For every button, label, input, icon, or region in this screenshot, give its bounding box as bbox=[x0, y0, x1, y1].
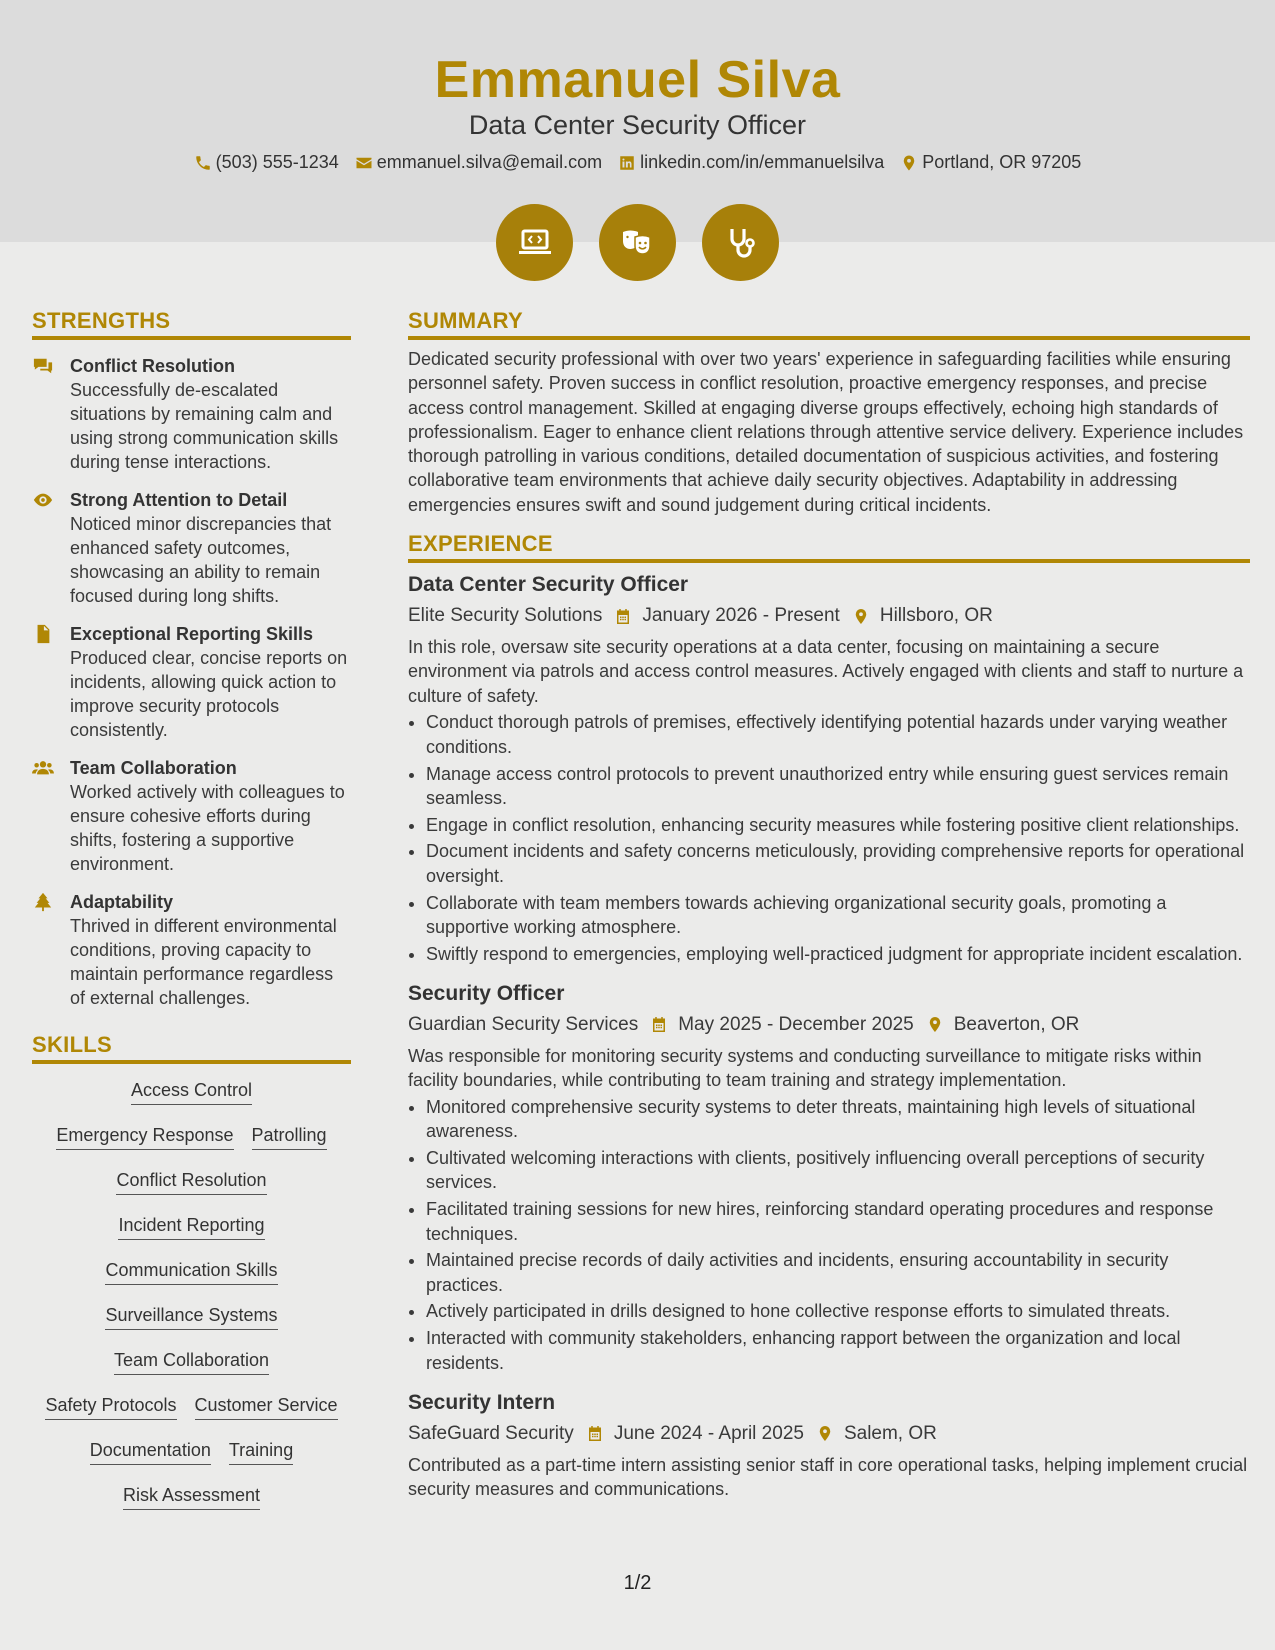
laptop-code-icon bbox=[515, 223, 555, 263]
job-dates: June 2024 - April 2025 bbox=[613, 1422, 804, 1444]
calendar-icon bbox=[614, 607, 632, 626]
skill-tag: Patrolling bbox=[252, 1123, 327, 1150]
comments-icon bbox=[32, 356, 54, 376]
candidate-name: Emmanuel Silva bbox=[434, 51, 841, 109]
job-meta bbox=[408, 1012, 1250, 1038]
skill-tag: Conflict Resolution bbox=[116, 1168, 266, 1195]
stethoscope-icon bbox=[721, 223, 761, 263]
job-dates: January 2026 - Present bbox=[642, 605, 840, 627]
strength-title: Conflict Resolution bbox=[70, 356, 235, 376]
contact-phone[interactable] bbox=[194, 152, 339, 173]
skill-tag: Team Collaboration bbox=[114, 1348, 269, 1375]
job-bullet: • Facilitated training sessions for new hires, reinforcing standard operating procedures and response techniques. bbox=[426, 1197, 1250, 1246]
phone-text: (503) 555-1234 bbox=[215, 152, 339, 172]
strength-text: Thrived in different environmental conditions, proving capacity to maintain performance regardless of external challenges. bbox=[70, 916, 337, 1008]
linkedin-text: linkedin.com/in/emmanuelsilva bbox=[640, 152, 885, 172]
job-bullets bbox=[408, 710, 1250, 965]
job-company: Guardian Security Services bbox=[408, 1013, 639, 1035]
job-bullet: • Monitored comprehensive security systems to deter threats, maintaining high levels of situational awareness. bbox=[426, 1095, 1250, 1144]
skill-tag: Access Control bbox=[131, 1078, 252, 1105]
job-title: Security Officer bbox=[408, 981, 565, 1005]
map-pin-icon bbox=[816, 1424, 834, 1443]
skill-tag: Incident Reporting bbox=[118, 1213, 264, 1240]
job-dates: May 2025 - December 2025 bbox=[678, 1013, 914, 1035]
contact-linkedin[interactable] bbox=[618, 152, 884, 173]
strength-title: Strong Attention to Detail bbox=[70, 490, 288, 510]
job-location: Beaverton, OR bbox=[953, 1013, 1080, 1035]
job-location: Salem, OR bbox=[843, 1422, 937, 1444]
job-bullet: • Document incidents and safety concerns meticulously, providing comprehensive reports for operational oversight. bbox=[426, 839, 1250, 888]
linkedin-icon bbox=[618, 154, 636, 172]
job-company: SafeGuard Security bbox=[408, 1422, 574, 1444]
skills-list bbox=[32, 1078, 351, 1528]
skill-tag: Surveillance Systems bbox=[105, 1303, 277, 1330]
job-bullet: • Manage access control protocols to prevent unauthorized entry while ensuring guest services remain seamless. bbox=[426, 762, 1250, 811]
strength-text: Produced clear, concise reports on incidents, allowing quick action to improve security protocols consistently. bbox=[70, 648, 348, 740]
contact-location bbox=[900, 152, 1081, 173]
strength-item bbox=[32, 354, 351, 474]
job-bullet: • Conduct thorough patrols of premises, effectively identifying potential hazards under varying weather conditions. bbox=[426, 710, 1250, 759]
map-pin-icon bbox=[926, 1015, 944, 1034]
page-number: 1/2 bbox=[623, 1572, 652, 1594]
skill-tag: Documentation bbox=[90, 1438, 211, 1465]
job-location: Hillsboro, OR bbox=[879, 605, 993, 627]
envelope-icon bbox=[355, 154, 373, 172]
job-entry bbox=[408, 980, 1250, 1375]
strength-title: Adaptability bbox=[70, 892, 174, 912]
contact-bar bbox=[0, 152, 1275, 173]
skill-tag: Communication Skills bbox=[105, 1258, 277, 1285]
eye-icon bbox=[32, 490, 54, 510]
email-text: emmanuel.silva@email.com bbox=[376, 152, 603, 172]
calendar-icon bbox=[586, 1424, 604, 1443]
experience-heading: EXPERIENCE bbox=[408, 531, 1250, 563]
skill-tag: Safety Protocols bbox=[45, 1393, 176, 1420]
job-description: Contributed as a part-time intern assisting senior staff in core operational tasks, helping implement crucial security measures and communications. bbox=[408, 1454, 1248, 1500]
badge-masks bbox=[599, 204, 676, 281]
job-description: Was responsible for monitoring security systems and conducting surveillance to mitigate risks within facility boundaries, while contributing to team training and strategy implementation. bbox=[408, 1045, 1202, 1091]
interest-badges bbox=[0, 204, 1275, 281]
badge-laptop bbox=[496, 204, 573, 281]
left-column bbox=[32, 308, 351, 1528]
job-bullet: • Collaborate with team members towards achieving organizational security goals, promoting a supportive working atmosphere. bbox=[426, 891, 1250, 940]
theater-masks-icon bbox=[618, 223, 658, 263]
summary-text: Dedicated security professional with over two years' experience in safeguarding facilities while ensuring personnel safety. Proven success in conflict resolution, proactive emergency responses, and precise access control management. Skilled at engaging diverse groups effectively, echoing high standards of professionalism. Eager to enhance client relations through attentive service delivery. Experience includes thorough patrolling in various conditions, detailed documentation of suspicious activities, and fostering collaborative team environments that achieve daily security objectives. Adaptability in addressing emergencies ensures swift and sound judgement during critical incidents. bbox=[408, 349, 1244, 515]
phone-icon bbox=[194, 154, 212, 172]
strength-item bbox=[32, 756, 351, 876]
strengths-heading: STRENGTHS bbox=[32, 308, 351, 340]
strength-item bbox=[32, 622, 351, 742]
strength-item bbox=[32, 488, 351, 608]
job-entry bbox=[408, 571, 1250, 966]
job-meta bbox=[408, 603, 1250, 629]
map-pin-icon bbox=[900, 154, 918, 172]
strength-text: Noticed minor discrepancies that enhanced safety outcomes, showcasing an ability to remain focused during long shifts. bbox=[70, 514, 332, 606]
job-bullets bbox=[408, 1095, 1250, 1375]
skill-tag: Emergency Response bbox=[56, 1123, 233, 1150]
job-title: Data Center Security Officer bbox=[408, 573, 689, 597]
skills-heading: SKILLS bbox=[32, 1032, 351, 1064]
job-bullet: • Swiftly respond to emergencies, employing well-practiced judgment for appropriate incident escalation. bbox=[426, 942, 1250, 966]
job-entry bbox=[408, 1389, 1250, 1502]
strength-title: Exceptional Reporting Skills bbox=[70, 624, 314, 644]
badge-stethoscope bbox=[702, 204, 779, 281]
contact-email[interactable] bbox=[355, 152, 602, 173]
job-bullet: • Engage in conflict resolution, enhancing security measures while fostering positive client relationships. bbox=[426, 813, 1250, 837]
job-description: In this role, oversaw site security operations at a data center, focusing on maintaining a secure environment via patrols and access control measures. Actively engaged with clients and staff to nurture a culture of safety. bbox=[408, 637, 1244, 706]
job-bullet: • Interacted with community stakeholders, enhancing rapport between the organization and local residents. bbox=[426, 1326, 1250, 1375]
users-icon bbox=[32, 758, 54, 778]
skill-tag: Risk Assessment bbox=[123, 1483, 260, 1510]
strength-title: Team Collaboration bbox=[70, 758, 237, 778]
strength-text: Worked actively with colleagues to ensure cohesive efforts during shifts, fostering a supportive environment. bbox=[70, 782, 345, 874]
job-title: Security Intern bbox=[408, 1390, 556, 1414]
map-pin-icon bbox=[852, 607, 870, 626]
skill-tag: Training bbox=[229, 1438, 293, 1465]
tree-icon bbox=[32, 892, 54, 912]
strength-item bbox=[32, 890, 351, 1010]
skill-tag: Customer Service bbox=[195, 1393, 338, 1420]
strength-text: Successfully de-escalated situations by remaining calm and using strong communication skills during tense interactions. bbox=[70, 380, 339, 472]
candidate-title: Data Center Security Officer bbox=[468, 110, 807, 140]
job-meta bbox=[408, 1421, 1250, 1447]
file-icon bbox=[32, 624, 54, 644]
job-bullet: • Actively participated in drills designed to hone collective response efforts to simulated threats. bbox=[426, 1299, 1250, 1323]
summary-heading: SUMMARY bbox=[408, 308, 1250, 340]
right-column bbox=[408, 308, 1250, 1501]
job-company: Elite Security Solutions bbox=[408, 605, 603, 627]
calendar-icon bbox=[650, 1015, 668, 1034]
job-bullet: • Maintained precise records of daily activities and incidents, ensuring accountability in security practices. bbox=[426, 1248, 1250, 1297]
job-bullet: • Cultivated welcoming interactions with clients, positively influencing overall perceptions of security services. bbox=[426, 1146, 1250, 1195]
location-text: Portland, OR 97205 bbox=[922, 152, 1082, 172]
